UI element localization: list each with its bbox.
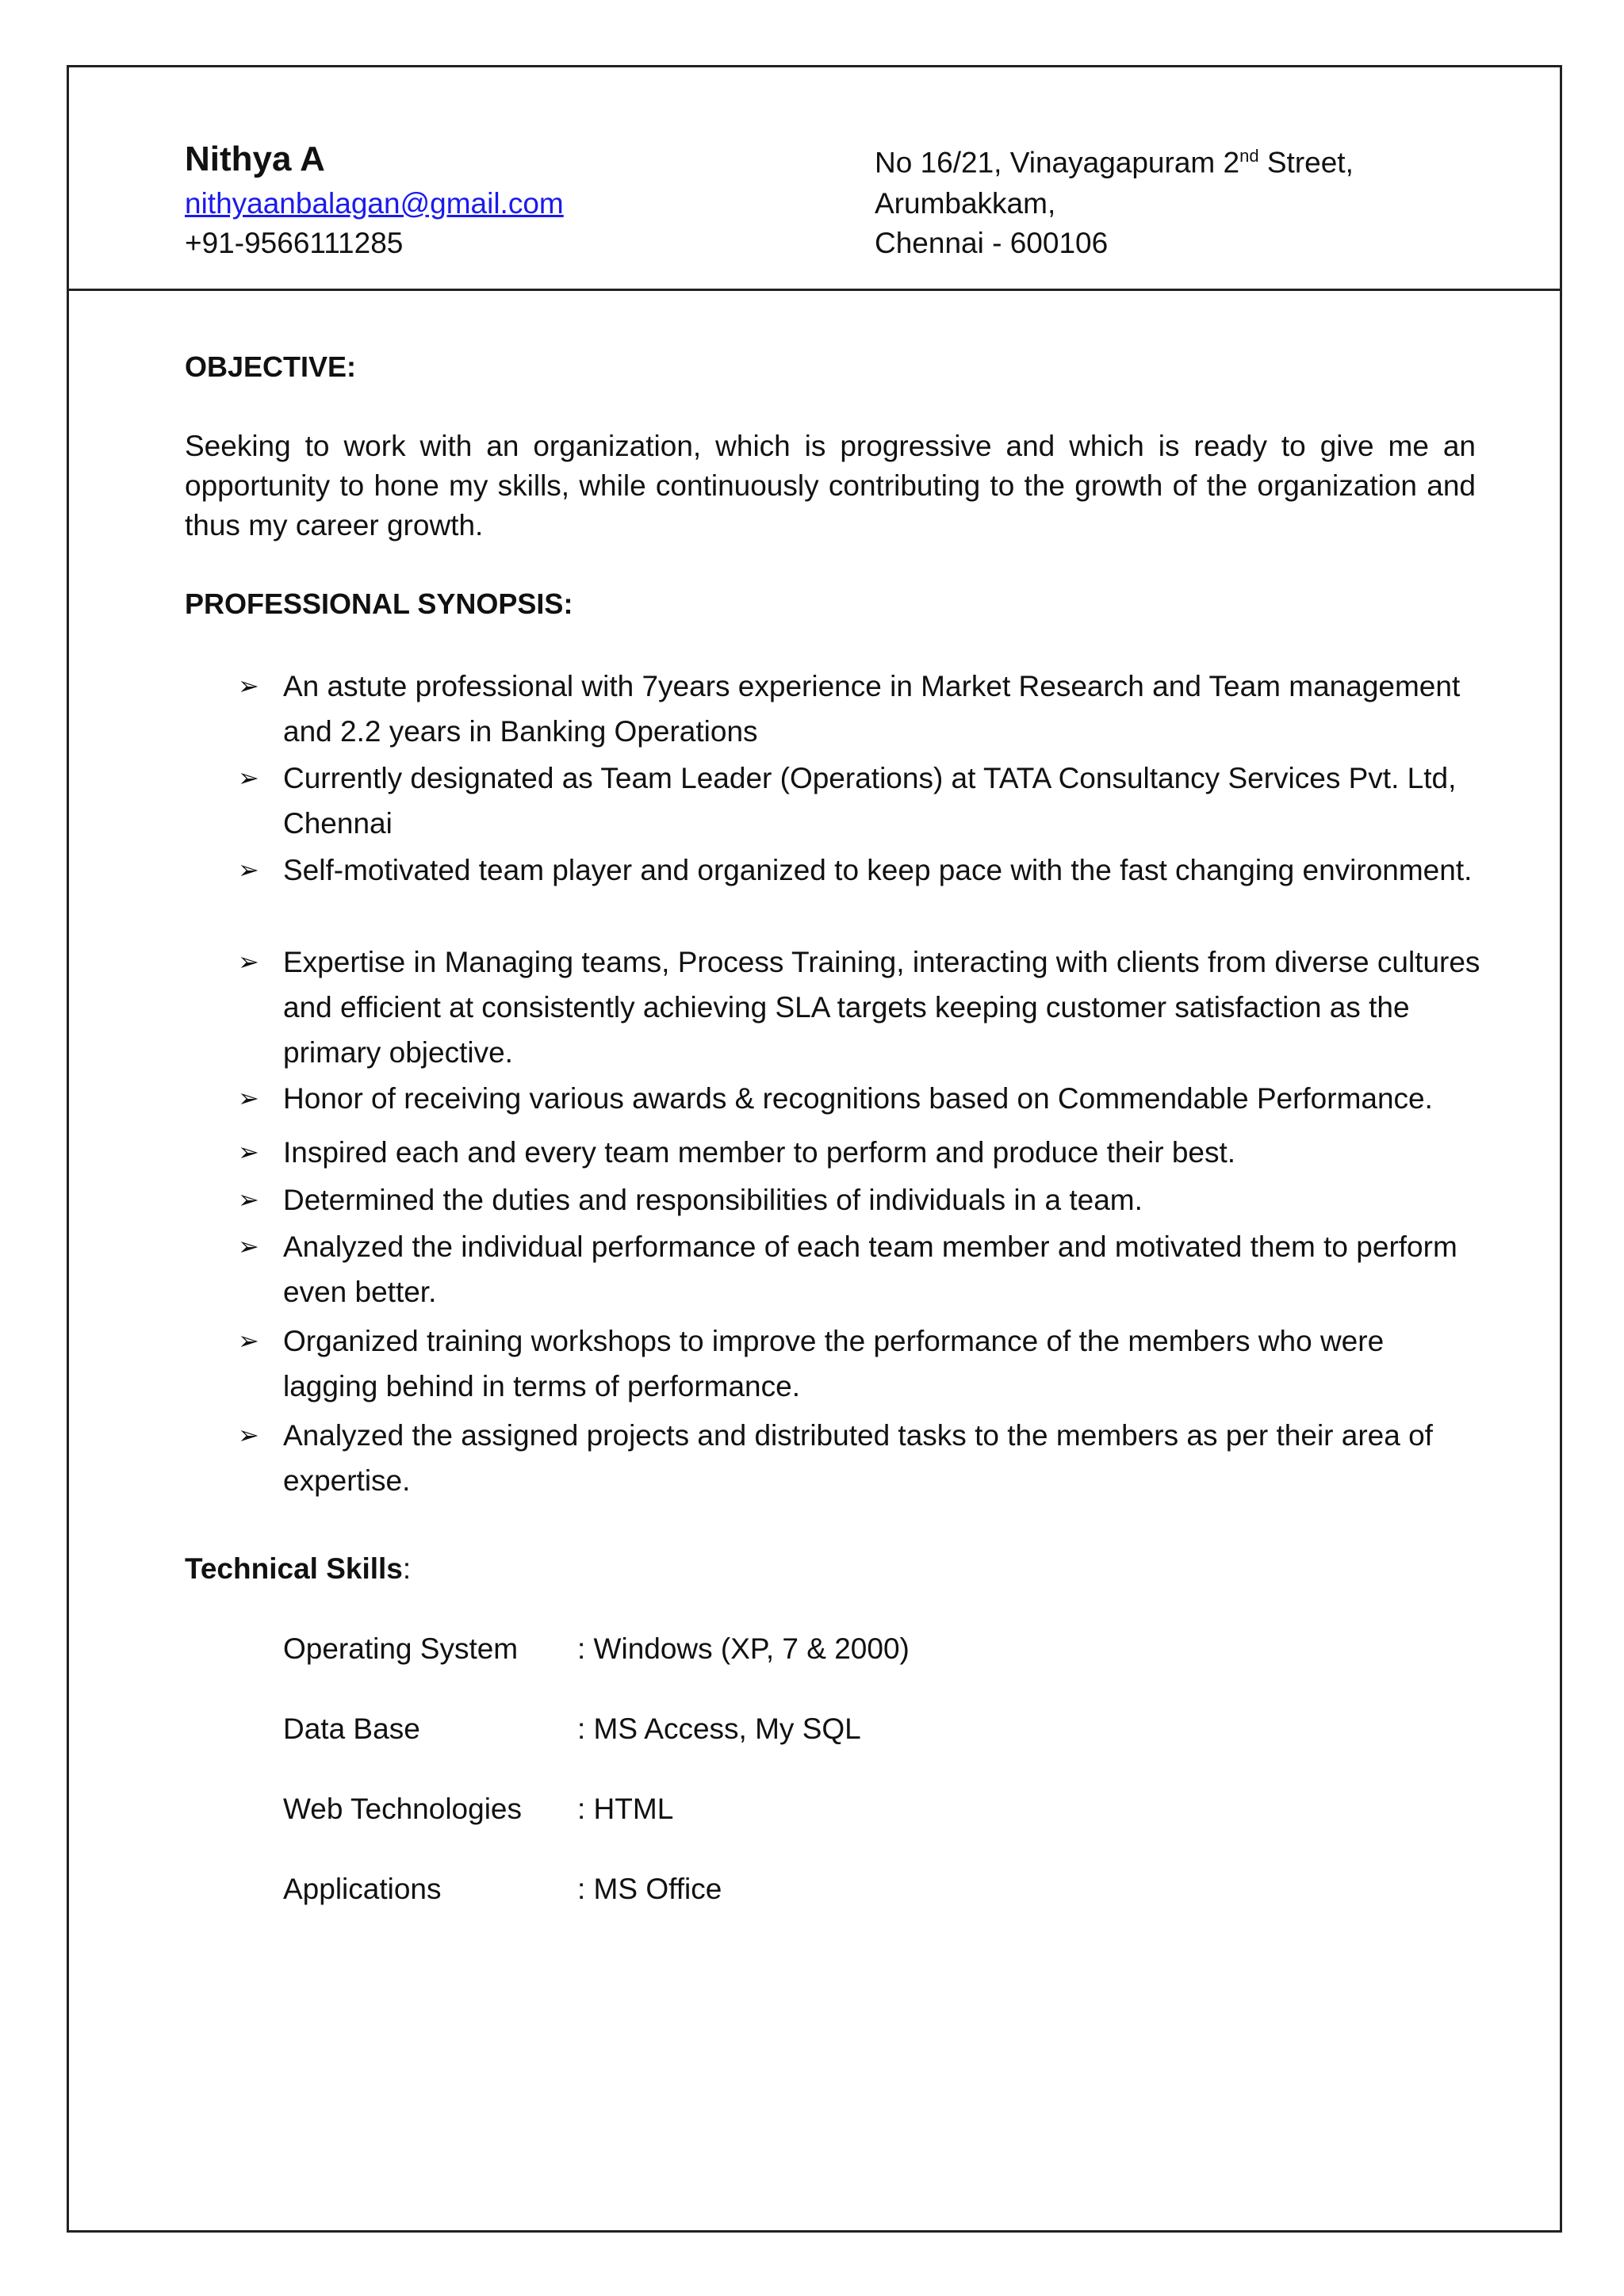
synopsis-item: Inspired each and every team member to perform and produce their best. [283,1136,1236,1169]
synopsis-item: Expertise in Managing teams, Process Training, interacting with clients from diverse cultures and efficient at consistently achieving SLA targets keeping customer satisfaction as the primary objective. [283,946,1480,1069]
skill-label: Data Base [283,1712,420,1745]
address-line-2: Arumbakkam, [875,187,1056,220]
address-line-3: Chennai - 600106 [875,227,1109,259]
phone-number: +91-9566111285 [185,227,404,259]
email-link[interactable]: nithyaanbalagan@gmail.com [185,187,564,220]
skill-label: Web Technologies [283,1793,523,1825]
skill-value: : Windows (XP, 7 & 2000) [577,1632,910,1665]
arrow-bullet-icon: ➢ [238,1326,259,1355]
objective-text: Seeking to work with an organization, which is progressive and which is ready to give me an opportunity to hone my skills, while continuously contributing to the growth of the organization and thus my career growth. [185,430,1476,541]
skill-value: : HTML [577,1793,674,1825]
synopsis-item: Honor of receiving various awards & recognitions based on Commendable Performance. [283,1082,1433,1115]
synopsis-item: Self-motivated team player and organized to keep pace with the fast changing environment. [283,854,1473,886]
arrow-bullet-icon: ➢ [238,1138,259,1166]
header-divider [69,289,1560,291]
technical-skills-heading-colon: : [402,1552,412,1585]
synopsis-item: Determined the duties and responsibilities of individuals in a team. [283,1184,1143,1216]
skill-label: Operating System [283,1632,519,1665]
address-superscript: nd [1239,146,1259,166]
synopsis-item: Analyzed the individual performance of each team member and motivated them to perform even better. [283,1230,1457,1308]
technical-skills-heading-text: Technical Skills [185,1552,403,1585]
address-line-1-suffix: Street, [1258,146,1354,179]
synopsis-item: Currently designated as Team Leader (Operations) at TATA Consultancy Services Pvt. Ltd, Chennai [283,762,1457,840]
arrow-bullet-icon: ➢ [238,763,259,792]
synopsis-item: An astute professional with 7years experience in Market Research and Team management and 2.2 years in Banking Operations [283,670,1461,748]
synopsis-item: Analyzed the assigned projects and distributed tasks to the members as per their area of expertise. [283,1419,1433,1497]
synopsis-heading: PROFESSIONAL SYNOPSIS: [185,587,573,620]
skill-label: Applications [283,1873,442,1905]
arrow-bullet-icon: ➢ [238,1421,259,1449]
candidate-name: Nithya A [185,140,325,178]
objective-heading: OBJECTIVE: [185,350,357,383]
arrow-bullet-icon: ➢ [238,947,259,976]
arrow-bullet-icon: ➢ [238,1232,259,1261]
arrow-bullet-icon: ➢ [238,855,259,884]
skill-value: : MS Office [577,1873,722,1905]
address-line-1-text: No 16/21, Vinayagapuram 2 [875,146,1240,179]
address-line-1 [875,146,1354,179]
arrow-bullet-icon: ➢ [238,1185,259,1214]
arrow-bullet-icon: ➢ [238,1084,259,1112]
synopsis-item: Organized training workshops to improve the performance of the members who were lagging behind in terms of performance. [283,1325,1385,1402]
technical-skills-heading [185,1552,411,1586]
skill-value: : MS Access, My SQL [577,1712,861,1745]
arrow-bullet-icon: ➢ [238,672,259,700]
